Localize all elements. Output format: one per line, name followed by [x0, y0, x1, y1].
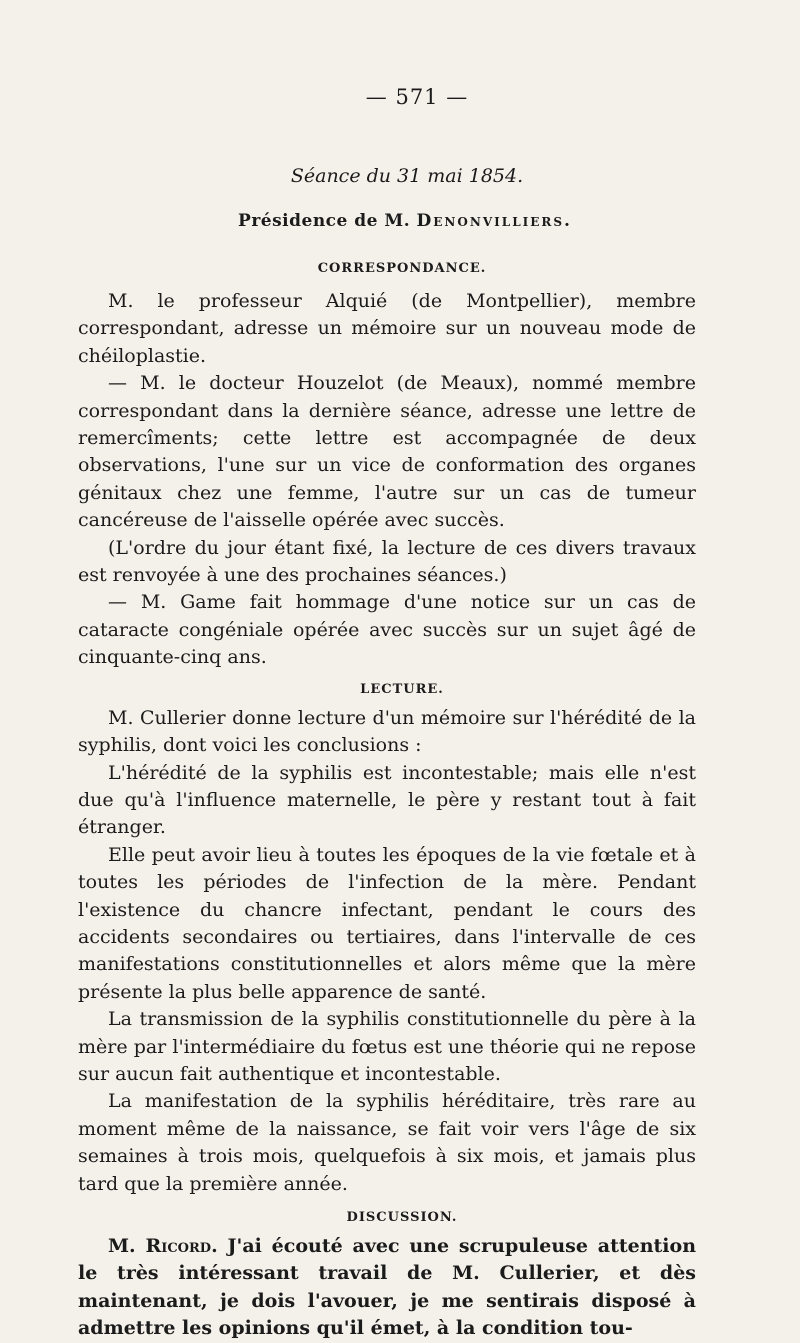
correspondence-paragraph: — M. Game fait hommage d'une notice sur un cas de cataracte congéniale opérée avec succès sur un sujet âgé de cinquante-cinq ans. — [78, 591, 696, 669]
presidency-name: Denonvilliers. — [416, 211, 572, 231]
session-date: Séance du 31 mai 1854. — [290, 165, 524, 187]
discussion-paragraph — [78, 1233, 696, 1343]
presidency-prefix: Présidence de M. — [238, 211, 411, 231]
section-title-correspondance: CORRESPONDANCE. — [317, 261, 487, 276]
correspondence-paragraph: — M. le docteur Houzelot (de Meaux), nommé membre correspondant dans la dernière séance, adresse une lettre de remercîments; cette lettre est accompagnée de deux observations, l'une sur un vice de conformation des organes génitaux chez une femme, l'autre sur un cas de tumeur cancéreuse de l'aisselle opérée avec succès. — [78, 372, 696, 532]
lecture-paragraph: M. Cullerier donne lecture d'un mémoire sur l'hérédité de la syphilis, dont voici les conclusions : — [78, 706, 696, 757]
lecture-paragraph: La transmission de la syphilis constitutionnelle du père à la mère par l'intermédiaire du fœtus est une théorie qui ne repose sur aucun fait authentique et incontestable. — [78, 1008, 696, 1085]
section-title-lecture: LECTURE. — [360, 681, 444, 697]
lecture-paragraph: La manifestation de la syphilis héréditaire, très rare au moment même de la naissance, se fait voir vers l'âge de six semaines à trois mois, quelquefois à six mois, et jamais plus tard que la première année. — [78, 1090, 696, 1195]
discussion-text: J'ai écouté avec une scrupuleuse attention le très intéressant travail de M. Cullerier, et dès maintenant, je dois l'avouer, je me sentirais disposé à admettre les opinions qu'il émet, à la condition tou- — [78, 1235, 697, 1340]
document-page — [78, 85, 696, 1343]
section-title-discussion: DISCUSSION. — [346, 1210, 458, 1225]
lecture-paragraph: L'hérédité de la syphilis est incontestable; mais elle n'est due qu'à l'influence maternelle, le père y restant tout à fait étranger. — [78, 761, 696, 839]
correspondence-paragraph: (L'ordre du jour étant fixé, la lecture de ces divers travaux est renvoyée à une des prochaines séances.) — [78, 536, 696, 587]
lecture-paragraph: Elle peut avoir lieu à toutes les époques de la vie fœtale et à toutes les périodes de l'infection de la mère. Pendant l'existence du chancre infectant, pendant le cours des accidents secondaires ou tertiaires, dans l'intervalle de ces manifestations constitutionnelles et alors même que la mère présente la plus belle apparence de santé. — [78, 843, 696, 1003]
presidency-line — [114, 211, 696, 231]
discussion-speaker: M. Ricord. — [108, 1235, 218, 1257]
correspondence-paragraph: M. le professeur Alquié (de Montpellier), membre correspondant, adresse un mémoire sur un nouveau mode de chéiloplastie. — [78, 290, 696, 367]
page-number: — 571 — — [365, 85, 469, 109]
